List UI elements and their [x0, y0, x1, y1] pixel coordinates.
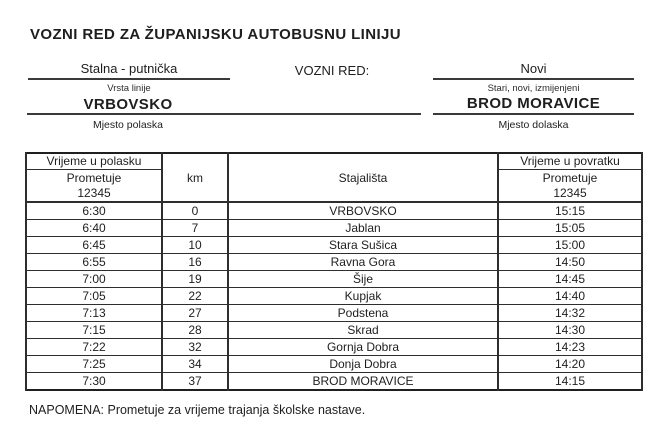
table-row — [26, 288, 642, 305]
return-time-cell: 14:45 — [498, 271, 642, 288]
station-cell: Podstena — [228, 305, 498, 322]
depart-time-cell: 7:13 — [26, 305, 162, 322]
return-time-cell: 14:32 — [498, 305, 642, 322]
km-column-header: km — [162, 153, 228, 202]
line-type-caption: Vrsta linije — [107, 83, 151, 94]
timetable — [25, 152, 643, 391]
depart-column-header — [26, 153, 162, 202]
stations-column-header: Stajališta — [228, 153, 498, 202]
depart-time-cell: 6:40 — [26, 220, 162, 237]
return-header-label: Vrijeme u povratku — [499, 154, 641, 170]
destination-underline — [433, 113, 634, 115]
station-cell: Donja Dobra — [228, 356, 498, 373]
return-operates-label: Prometuje — [542, 171, 598, 185]
station-cell: Ravna Gora — [228, 254, 498, 271]
table-row — [26, 356, 642, 373]
station-cell: Jablan — [228, 220, 498, 237]
origin-caption: Mjesto polaska — [92, 119, 164, 131]
return-time-cell: 15:05 — [498, 220, 642, 237]
depart-time-cell: 7:30 — [26, 373, 162, 391]
table-row — [26, 220, 642, 237]
destination-city: BROD MORAVICE — [466, 95, 601, 112]
station-cell: BROD MORAVICE — [228, 373, 498, 391]
station-cell: Gornja Dobra — [228, 339, 498, 356]
return-time-cell: 14:40 — [498, 288, 642, 305]
km-cell: 32 — [162, 339, 228, 356]
table-header-row — [26, 153, 642, 202]
depart-time-cell: 7:00 — [26, 271, 162, 288]
station-cell: Skrad — [228, 322, 498, 339]
station-cell: VRBOVSKO — [228, 202, 498, 220]
depart-time-cell: 7:22 — [26, 339, 162, 356]
km-cell: 34 — [162, 356, 228, 373]
document-title: VOZNI RED ZA ŽUPANIJSKU AUTOBUSNU LINIJU — [30, 26, 402, 43]
depart-time-cell: 7:25 — [26, 356, 162, 373]
station-cell: Šije — [228, 271, 498, 288]
station-cell: Kupjak — [228, 288, 498, 305]
status-caption: Stari, novi, izmijenjeni — [487, 83, 580, 94]
origin-underline — [27, 113, 421, 115]
km-cell: 19 — [162, 271, 228, 288]
depart-time-cell: 6:45 — [26, 237, 162, 254]
line-type-value: Stalna - putnička — [28, 61, 230, 80]
table-row — [26, 202, 642, 220]
km-cell: 0 — [162, 202, 228, 220]
return-time-cell: 14:50 — [498, 254, 642, 271]
return-time-cell: 14:23 — [498, 339, 642, 356]
return-column-header — [498, 153, 642, 202]
depart-time-cell: 6:55 — [26, 254, 162, 271]
table-row — [26, 322, 642, 339]
return-time-cell: 14:30 — [498, 322, 642, 339]
return-time-cell: 15:15 — [498, 202, 642, 220]
return-time-cell: 14:20 — [498, 356, 642, 373]
table-row — [26, 271, 642, 288]
depart-operates-label: Prometuje — [66, 171, 122, 185]
station-cell: Stara Sušica — [228, 237, 498, 254]
km-cell: 27 — [162, 305, 228, 322]
km-cell: 16 — [162, 254, 228, 271]
depart-header-label: Vrijeme u polasku — [27, 154, 161, 170]
table-row — [26, 373, 642, 391]
depart-time-cell: 7:15 — [26, 322, 162, 339]
return-time-cell: 14:15 — [498, 373, 642, 391]
status-value: Novi — [433, 61, 634, 80]
km-cell: 22 — [162, 288, 228, 305]
table-row — [26, 305, 642, 322]
depart-time-cell: 6:30 — [26, 202, 162, 220]
depart-time-cell: 7:05 — [26, 288, 162, 305]
table-row — [26, 339, 642, 356]
remark-note: NAPOMENA: Prometuje za vrijeme trajanja školske nastave. — [29, 403, 366, 417]
km-cell: 7 — [162, 220, 228, 237]
return-days-label: 12345 — [553, 186, 587, 200]
km-cell: 10 — [162, 237, 228, 254]
destination-caption: Mjesto dolaska — [498, 119, 569, 131]
table-row — [26, 254, 642, 271]
km-cell: 37 — [162, 373, 228, 391]
table-row — [26, 237, 642, 254]
origin-city: VRBOVSKO — [83, 96, 173, 113]
vozni-red-label: VOZNI RED: — [294, 63, 370, 78]
depart-days-label: 12345 — [77, 186, 111, 200]
return-time-cell: 15:00 — [498, 237, 642, 254]
km-cell: 28 — [162, 322, 228, 339]
